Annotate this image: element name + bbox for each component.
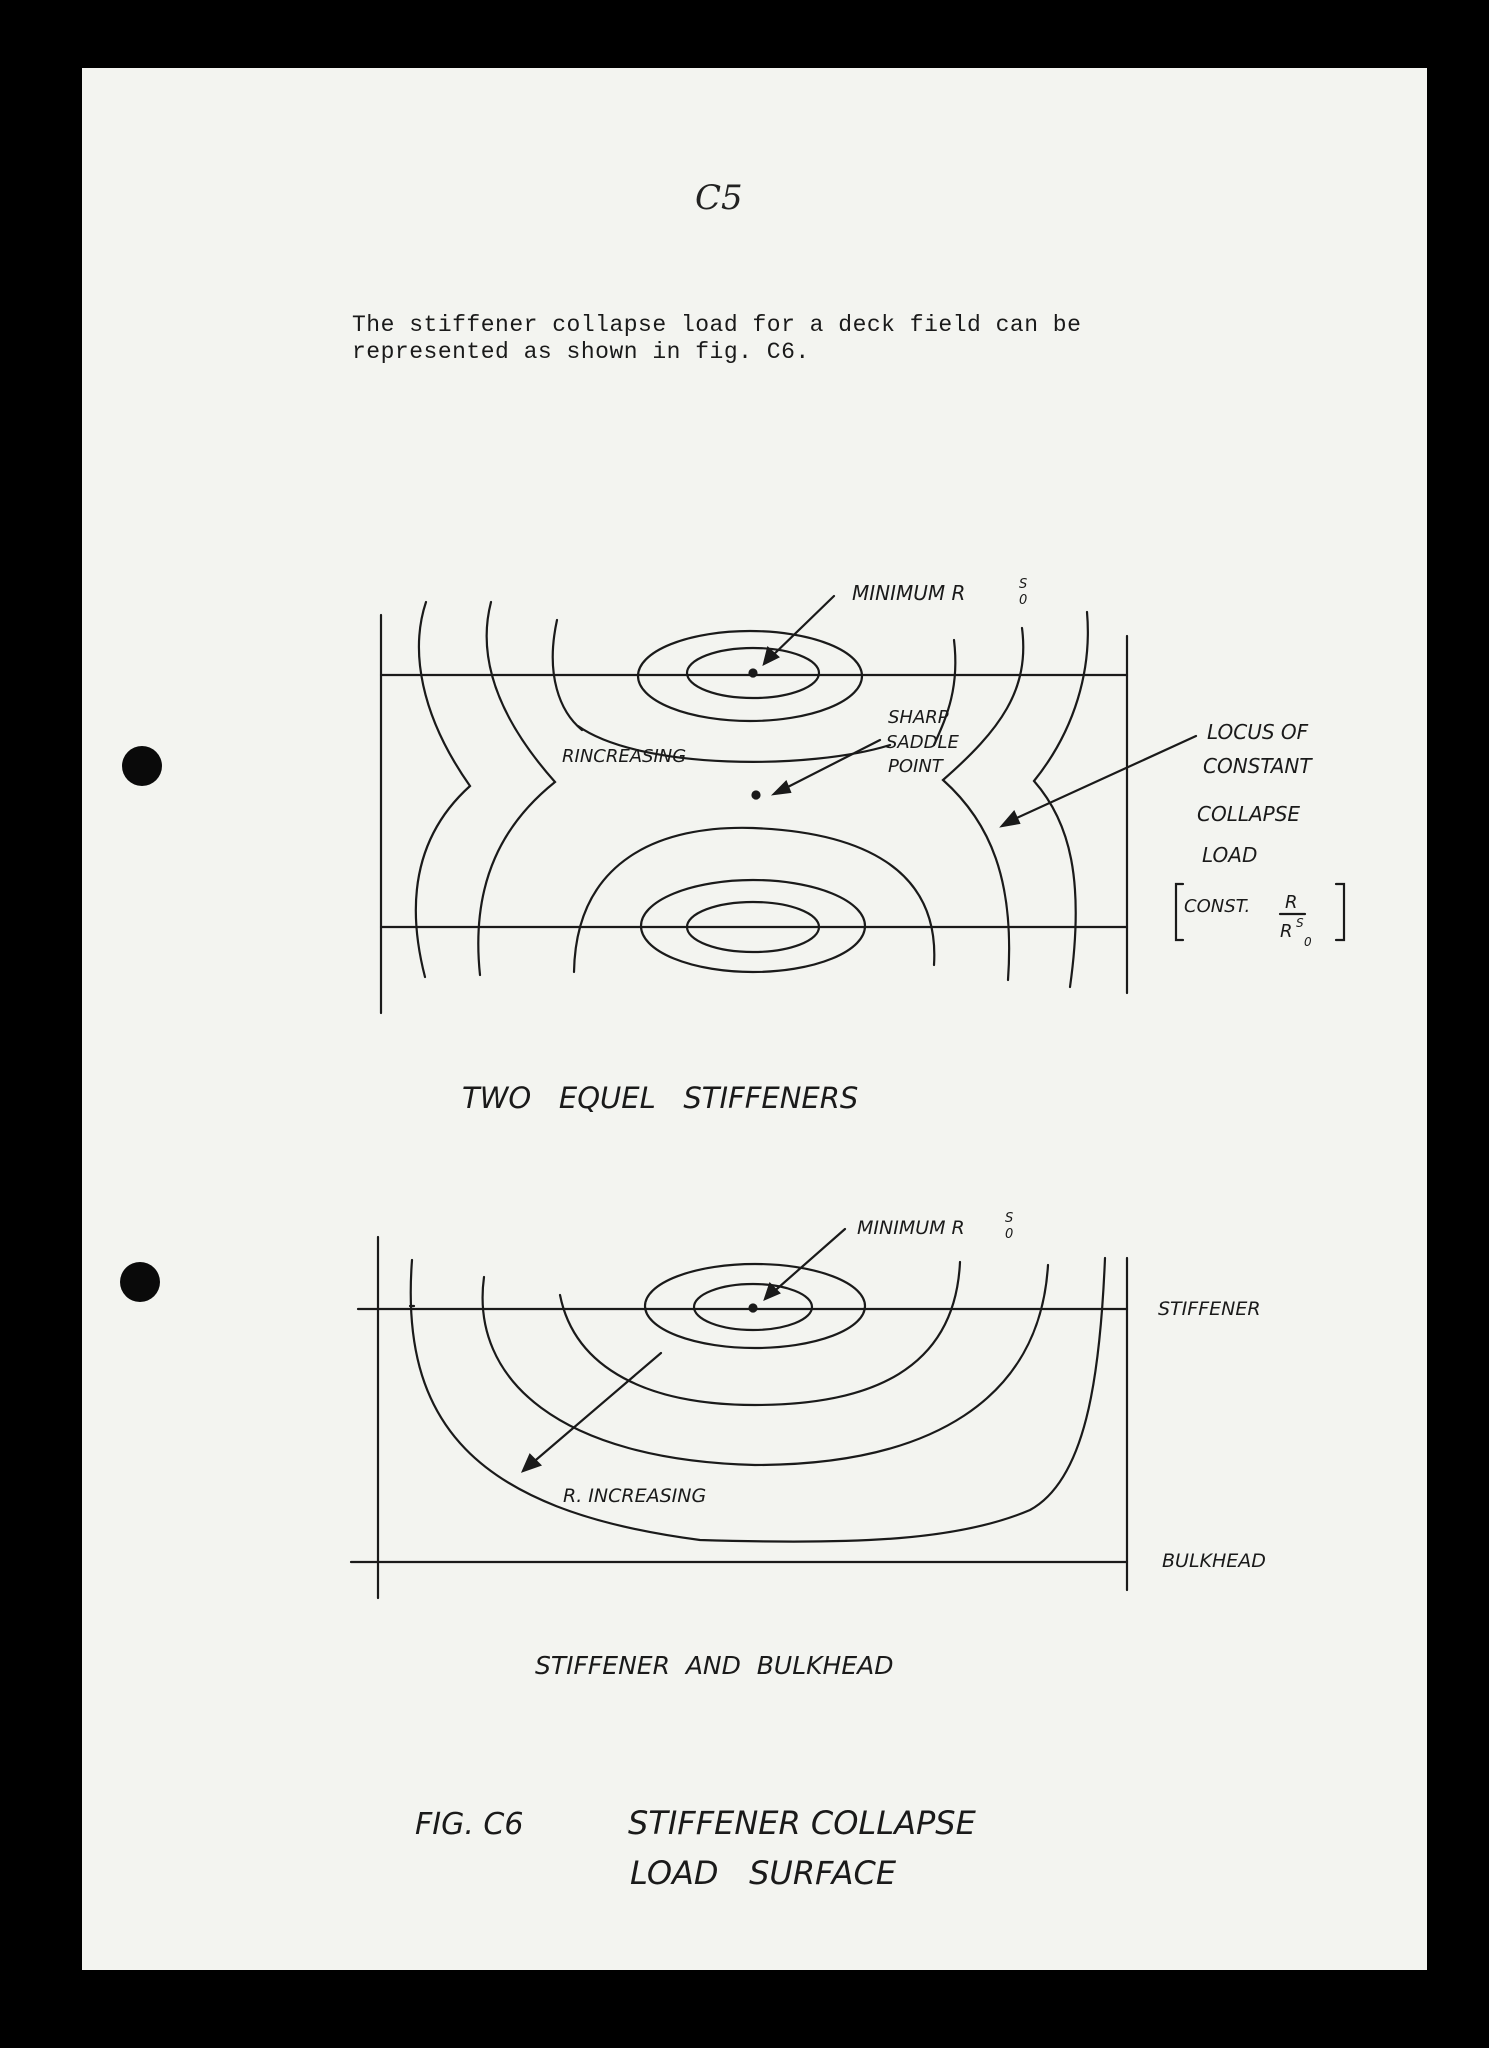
fig1-fraction-sup: S bbox=[1296, 916, 1304, 930]
fig2-increasing-arrow bbox=[530, 1353, 661, 1465]
fig1-fraction-denominator: R bbox=[1280, 921, 1293, 942]
intro-line-2: represented as shown in fig. C6. bbox=[352, 339, 810, 365]
fig1-bracket-right bbox=[1336, 884, 1344, 940]
fig1-minimum-sup: S bbox=[1019, 577, 1028, 592]
fig1-locus-line1: LOCUS OF bbox=[1207, 720, 1309, 744]
fig1-minimum-point bbox=[750, 670, 757, 677]
figure-title-line1: STIFFENER COLLAPSE bbox=[628, 1804, 976, 1842]
fig2-minimum-sub: 0 bbox=[1005, 1227, 1014, 1242]
fig2-increasing-label: R. INCREASING bbox=[563, 1485, 707, 1507]
fig2-minimum-label: MINIMUM R bbox=[857, 1217, 965, 1239]
fig1-saddle-arrowhead bbox=[774, 782, 790, 794]
fig2-minimum-point bbox=[750, 1305, 757, 1312]
fig2-minimum-arrow bbox=[770, 1229, 845, 1295]
fig1-bracket-left bbox=[1176, 884, 1183, 940]
fig1-const-label: CONST. bbox=[1184, 896, 1251, 917]
fig1-locus-line3: COLLAPSE bbox=[1197, 802, 1301, 826]
figure-label: FIG. C6 bbox=[415, 1807, 524, 1842]
fig1-increasing-label: RINCREASING bbox=[562, 746, 687, 767]
fig1-saddle-line2: SADDLE bbox=[886, 732, 959, 753]
fig2-stiffener-label: STIFFENER bbox=[1158, 1298, 1261, 1320]
fig1-locus-line2: CONSTANT bbox=[1203, 754, 1312, 778]
fig1-caption: TWO EQUEL STIFFENERS bbox=[462, 1081, 859, 1115]
fig1-contour-left-mid bbox=[478, 602, 555, 975]
fig1-fraction-sub: 0 bbox=[1304, 935, 1312, 949]
fig2-caption: STIFFENER AND BULKHEAD bbox=[535, 1651, 894, 1680]
fig1-minimum-sub: 0 bbox=[1019, 593, 1028, 608]
fig1-locus-line4: LOAD bbox=[1202, 843, 1258, 867]
fig1-minimum-label: MINIMUM R bbox=[852, 581, 966, 605]
fig1-saddle-arrow bbox=[778, 740, 880, 792]
fig1-saddle-line3: POINT bbox=[888, 756, 943, 777]
fig1-saddle-point bbox=[753, 792, 760, 799]
figure-stiffener-bulkhead bbox=[351, 1229, 1127, 1598]
fig1-minimum-arrow bbox=[768, 596, 834, 660]
fig1-contour-right-inner bbox=[934, 640, 955, 745]
fig2-bulkhead-label: BULKHEAD bbox=[1162, 1550, 1266, 1572]
intro-line-1: The stiffener collapse load for a deck field can be bbox=[352, 312, 1082, 338]
fig2-minimum-sup: S bbox=[1005, 1211, 1014, 1226]
fig2-contour-3 bbox=[411, 1258, 1105, 1542]
fig1-fraction-numerator: R bbox=[1285, 892, 1298, 913]
figure-title-line2: LOAD SURFACE bbox=[630, 1854, 897, 1892]
fig1-contour-right-outer bbox=[1034, 612, 1088, 987]
page-number: C5 bbox=[695, 178, 743, 218]
fig1-locus-arrowhead bbox=[1002, 812, 1019, 826]
fig1-bottom-dome bbox=[574, 828, 934, 972]
fig1-contour-left-outer bbox=[416, 602, 470, 977]
fig1-saddle-line1: SHARP bbox=[888, 707, 949, 728]
